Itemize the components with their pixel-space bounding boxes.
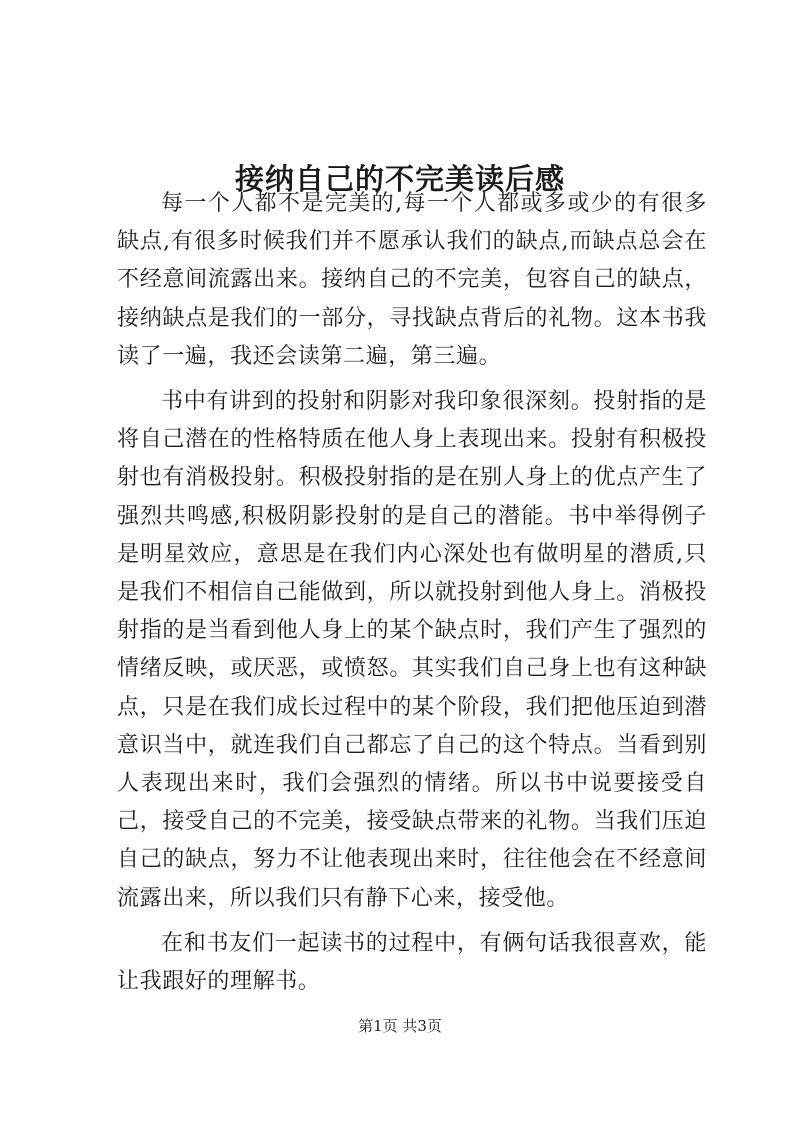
paragraph-1: 每一个人都不是完美的,每一个人都或多或少的有很多缺点,有很多时候我们并不愿承认我们的缺点,而缺点总会在不经意间流露出来。接纳自己的不完美，包容自己的缺点，接纳缺点是我们的一部分，寻找缺点背后的礼物。这本书我读了一遍，我还会读第二遍，第三遍。 — [117, 191, 707, 369]
document-title: 接纳自己的不完美读后感 — [234, 162, 565, 197]
paragraph-2: 书中有讲到的投射和阴影对我印象很深刻。投射指的是将自己潜在的性格特质在他人身上表现出来。投射有积极投射也有消极投射。积极投射指的是在别人身上的优点产生了强烈共鸣感,积极阴影投射的是自己的潜能。书中举得例子是明星效应，意思是在我们内心深处也有做明星的潜质,只是我们不相信自己能做到，所以就投射到他人身上。消极投射指的是当看到他人身上的某个缺点时，我们产生了强烈的情绪反映，或厌恶，或愤怒。其实我们自己身上也有这种缺点，只是在我们成长过程中的某个阶段，我们把他压迫到潜意识当中，就连我们自己都忘了自己的这个特点。当看到别人表现出来时，我们会强烈的情绪。所以书中说要接受自己，接受自己的不完美，接受缺点带来的礼物。当我们压迫自己的缺点，努力不让他表现出来时，往往他会在不经意间流露出来，所以我们只有静下心来，接受他。 — [117, 389, 707, 911]
document-body — [117, 185, 707, 1001]
paragraph-3: 在和书友们一起读书的过程中，有俩句话我很喜欢，能让我跟好的理解书。 — [117, 930, 707, 995]
page-footer: 第1页 共3页 — [358, 1017, 442, 1035]
